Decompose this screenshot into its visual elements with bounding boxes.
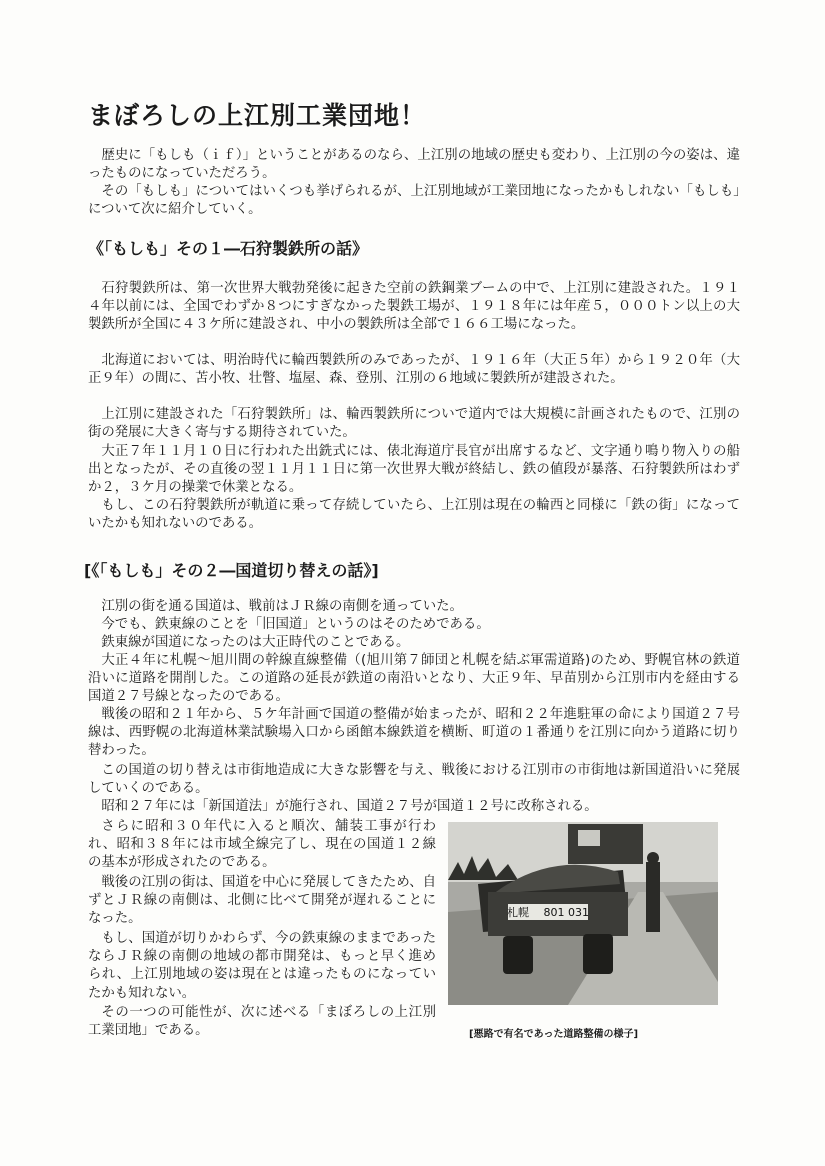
section2-paragraph-8: さらに昭和３０年代に入ると順次、舗装工事が行われ、昭和３８年には市域全線完了し、現在の国道１２線の基本が形成されたのである。 — [88, 819, 436, 871]
truck-license-plate: 札幌 801 031 — [507, 906, 589, 919]
section2-paragraph-6: この国道の切り替えは市街地造成に大きな影響を与え、戦後における江別市の市街地は新国道沿いに発展していくのである。 — [88, 763, 740, 797]
section1-heading: 《「もしも」その１―石狩製鉄所の話》 — [88, 239, 369, 258]
section2-paragraph-4: 大正４年に札幌～旭川間の幹線直線整備（(旭川第７師団と札幌を結ぶ軍需道路)のため、野幌官林の鉄道沿いに道路を開削した。この道路の延長が鉄道の南沿いとなり、大正９年、早苗別から江別市内を経由する国道２７号線となったのである。 — [88, 653, 740, 705]
section2-paragraph-9: 戦後の江別の街は、国道を中心に発展してきたため、自ずとＪＲ線の南側は、北側に比べて開発が遅れることになった。 — [88, 875, 436, 927]
page-title: まぼろしの上江別工業団地！ — [88, 101, 427, 130]
section1-paragraph-2: 北海道においては、明治時代に輪西製鉄所のみであったが、１９１６年（大正５年）から１９２０年（大正９年）の間に、苫小牧、壮瞥、塩屋、森、登別、江別の６地域に製鉄所が建設された。 — [88, 353, 740, 387]
intro-paragraph-2: その「もしも」についてはいくつも挙げられるが、上江別地域が工業団地になったかもしれない「もしも」について次に紹介していく。 — [88, 184, 740, 218]
section2-paragraph-7: 昭和２７年には「新国道法」が施行され、国道２７号が国道１２号に改称される。 — [101, 799, 598, 814]
section1-paragraph-1: 石狩製鉄所は、第一次世界大戦勃発後に起きた空前の鉄鋼業ブームの中で、上江別に建設された。１９１４年以前には、全国でわずか８つにすぎなかった製鉄工場が、１９１８年には年産５，０００トン以上の大製鉄所が全国に４３ケ所に建設され、中小の製鉄所は全部で１６６工場になった。 — [88, 281, 740, 333]
section1-paragraph-5: もし、この石狩製鉄所が軌道に乗って存続していたら、上江別は現在の輪西と同様に「鉄の街」になっていたかも知れないのである。 — [88, 498, 740, 532]
section2-paragraph-3: 鉄東線が国道になったのは大正時代のことである。 — [101, 635, 410, 650]
section2-paragraph-10: もし、国道が切りかわらず、今の鉄東線のままであったならＪＲ線の南側の地域の都市開発は、もっと早く進められ、上江別地域の姿は現在とは違ったものになっていたかも知れない。 — [88, 931, 436, 1001]
photo-caption: [悪路で有名であった道路整備の様子] — [469, 1029, 639, 1040]
section2-paragraph-2: 今でも、鉄東線のことを「旧国道」というのはそのためである。 — [101, 617, 490, 632]
section1-paragraph-3: 上江別に建設された「石狩製鉄所」は、輪西製鉄所についで道内では大規模に計画されたもので、江別の街の発展に大きく寄与する期待されていた。 — [88, 407, 740, 441]
intro-paragraph-1: 歴史に「もしも（ｉｆ）」ということがあるのなら、上江別の地域の歴史も変わり、上江別の今の姿は、違ったものになっていただろう。 — [88, 148, 740, 182]
section2-paragraph-1: 江別の街を通る国道は、戦前はＪＲ線の南側を通っていた。 — [101, 599, 463, 614]
section2-heading: [《「もしも」その２―国道切り替えの話》] — [84, 561, 379, 580]
section2-paragraph-5: 戦後の昭和２１年から、５ケ年計画で国道の整備が始まったが、昭和２２年進駐軍の命により国道２７号線は、西野幌の北海道林業試験場入口から函館本線鉄道を横断、町道の１番通りを江別に向かう道路に切り替わった。 — [88, 707, 740, 759]
section1-paragraph-4: 大正７年１１月１０日に行われた出銑式には、俵北海道庁長官が出席するなど、文字通り鳴り物入りの船出となったが、その直後の翌１１月１１日に第一次世界大戦が終結し、鉄の値段が暴落、石狩製鉄所はわずか２，３ケ月の操業で休業となる。 — [88, 444, 740, 496]
section2-paragraph-11: その一つの可能性が、次に述べる「まぼろしの上江別工業団地」である。 — [88, 1005, 436, 1039]
road-construction-photo — [448, 822, 718, 1005]
